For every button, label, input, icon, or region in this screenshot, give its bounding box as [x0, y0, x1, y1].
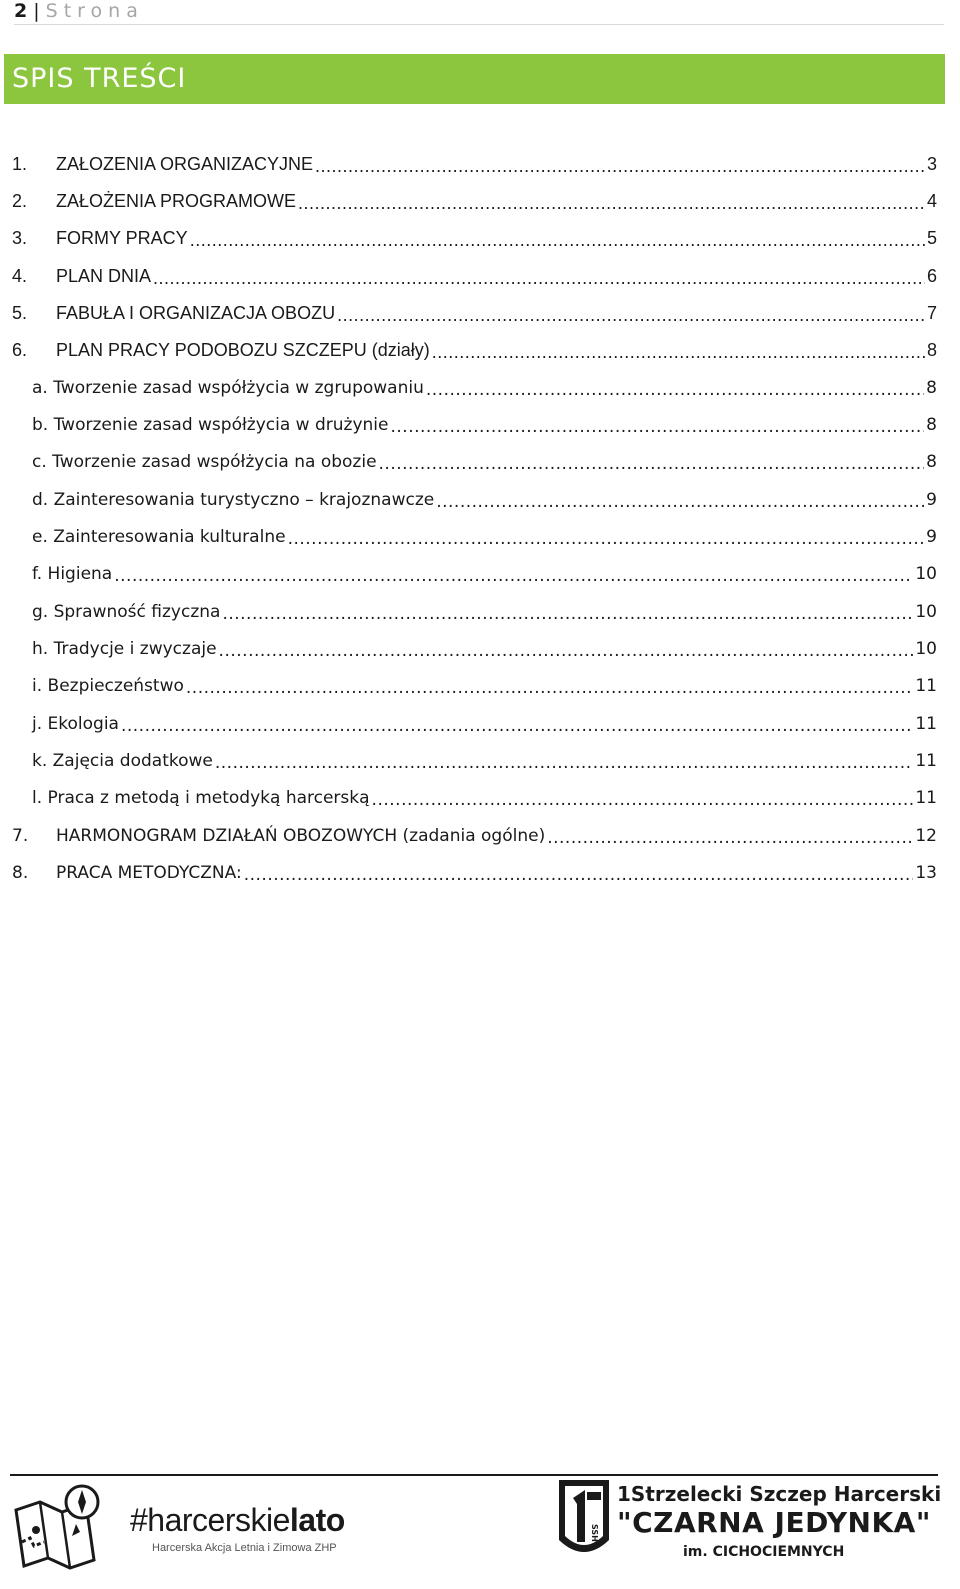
toc-row[interactable]: [12, 257, 937, 294]
toc-leader-dots: [186, 678, 913, 698]
toc-page-number: 9: [926, 489, 937, 510]
toc-page-number: 12: [915, 825, 937, 846]
toc-row[interactable]: [32, 406, 937, 443]
toc-page-number: 13: [915, 863, 937, 884]
footer-troop-logo: [555, 1478, 945, 1578]
toc-row[interactable]: [12, 332, 937, 369]
toc-label: FORMY PRACY: [56, 228, 188, 249]
toc-leader-dots: [153, 268, 925, 288]
toc-page-number: 8: [926, 414, 937, 435]
footer-divider: [10, 1474, 938, 1476]
toc-leader-dots: [190, 230, 925, 250]
toc-row[interactable]: [32, 780, 937, 817]
toc-number: 3.: [12, 228, 28, 249]
toc-page-number: 8: [926, 340, 937, 361]
toc-page-number: 9: [926, 527, 937, 547]
toc-title-bar: [4, 54, 945, 104]
toc-label: PRACA METODYCZNA:: [56, 863, 242, 884]
toc-row[interactable]: [32, 369, 937, 406]
toc-label: h. Tradycje i zwyczaje: [32, 639, 217, 660]
toc-label: e. Zainteresowania kulturalne: [32, 527, 286, 547]
toc-number: 6.: [12, 340, 28, 361]
toc-number: 8.: [12, 863, 29, 884]
page-word: Strona: [45, 0, 144, 22]
toc-page-number: 11: [915, 751, 937, 772]
hashtag-text: [130, 1502, 345, 1539]
toc-leader-dots: [426, 380, 924, 400]
toc-leader-dots: [114, 566, 913, 586]
toc-label: d. Zainteresowania turystyczno – krajoznawcze: [32, 489, 435, 510]
toc-label: l. Praca z metodą i metodyką harcerską: [32, 788, 370, 809]
toc-leader-dots: [315, 156, 925, 176]
toc-label: FABUŁA I ORGANIZACJA OBOZU: [56, 302, 336, 323]
toc-page-number: 11: [915, 788, 937, 809]
toc-leader-dots: [436, 492, 924, 512]
toc-leader-dots: [219, 641, 914, 661]
toc-row[interactable]: [32, 743, 937, 780]
toc-row[interactable]: [32, 668, 937, 705]
toc-label: g. Sprawność fizyczna: [32, 601, 221, 622]
toc-row[interactable]: [12, 145, 937, 182]
troop-patron: im. CICHOCIEMNYCH: [683, 1544, 845, 1560]
toc-row[interactable]: [12, 817, 937, 854]
troop-name: 1Strzelecki Szczep Harcerski: [617, 1482, 942, 1506]
toc-leader-dots: [298, 193, 925, 213]
toc-label: k. Zajęcia dodatkowe: [32, 751, 213, 772]
toc-number: 5.: [12, 302, 28, 323]
toc-label: ZAŁOZENIA ORGANIZACYJNE: [56, 153, 314, 174]
toc-label: i. Bezpieczeństwo: [32, 676, 184, 697]
toc-row[interactable]: [32, 705, 937, 742]
toc-page-number: 8: [926, 377, 937, 398]
map-compass-icon: [10, 1480, 120, 1572]
toc-label: j. Ekologia: [32, 713, 119, 734]
toc-row[interactable]: [32, 556, 937, 593]
toc-row[interactable]: [12, 294, 937, 331]
toc-row[interactable]: [12, 220, 937, 257]
toc-number: 7.: [12, 825, 29, 846]
toc-label: PLAN DNIA: [56, 265, 152, 286]
toc-row[interactable]: [32, 444, 937, 481]
toc-page-number: 11: [915, 676, 937, 697]
toc-leader-dots: [547, 828, 913, 848]
toc-label: b. Tworzenie zasad współżycia w drużynie: [32, 414, 389, 435]
toc-row[interactable]: [32, 519, 937, 556]
page-header: [14, 0, 944, 25]
toc-page-number: 4: [926, 190, 937, 211]
toc-leader-dots: [215, 753, 914, 773]
troop-nickname: "CZARNA JEDYNKA": [617, 1506, 931, 1539]
toc-leader-dots: [372, 790, 914, 810]
toc-leader-dots: [222, 604, 913, 624]
toc-leader-dots: [379, 454, 925, 474]
toc-title: SPIS TREŚCI: [12, 63, 187, 94]
toc-label: c. Tworzenie zasad współżycia na obozie: [32, 452, 377, 473]
toc-page-number: 3: [926, 153, 937, 174]
toc-page-number: 7: [926, 302, 937, 323]
toc-page-number: 10: [915, 564, 937, 585]
toc-leader-dots: [288, 529, 925, 549]
toc-leader-dots: [432, 342, 925, 362]
toc-row[interactable]: [32, 631, 937, 668]
toc-row[interactable]: [12, 855, 937, 892]
toc-page-number: 6: [926, 265, 937, 286]
toc-number: 2.: [12, 190, 28, 211]
toc-label: PLAN PRACY PODOBOZU SZCZEPU (działy): [56, 340, 430, 361]
toc-leader-dots: [244, 865, 914, 885]
toc-leader-dots: [337, 305, 925, 325]
toc-number: 4.: [12, 265, 28, 286]
toc-page-number: 11: [915, 713, 937, 734]
hashtag-subtitle: Harcerska Akcja Letnia i Zimowa ZHP: [152, 1542, 337, 1554]
header-separator: |: [33, 0, 40, 22]
toc-page-number: 5: [926, 228, 937, 249]
toc-leader-dots: [390, 417, 924, 437]
page-number: 2: [14, 0, 28, 22]
toc-page-number: 10: [915, 601, 937, 622]
toc-page-number: 8: [926, 452, 937, 473]
footer-harcerskie-lato-logo: [10, 1480, 350, 1580]
toc-page-number: 10: [915, 639, 937, 660]
toc-row[interactable]: [12, 182, 937, 219]
toc-row[interactable]: [32, 481, 937, 518]
hashtag-prefix: #harcerskie: [130, 1502, 290, 1538]
troop-crest-icon: [557, 1478, 611, 1564]
toc-number: 1.: [12, 153, 28, 174]
hashtag-bold: lato: [289, 1502, 345, 1538]
toc-label: f. Higiena: [32, 564, 113, 585]
toc-row[interactable]: [32, 593, 937, 630]
toc-label: a. Tworzenie zasad współżycia w zgrupowaniu: [32, 377, 424, 398]
toc-leader-dots: [121, 716, 913, 736]
crest-label: SSH: [590, 1524, 599, 1542]
toc-label: HARMONOGRAM DZIAŁAŃ OBOZOWYCH (zadania ogólne): [56, 825, 546, 846]
toc-label: ZAŁOŻENIA PROGRAMOWE: [56, 190, 297, 211]
